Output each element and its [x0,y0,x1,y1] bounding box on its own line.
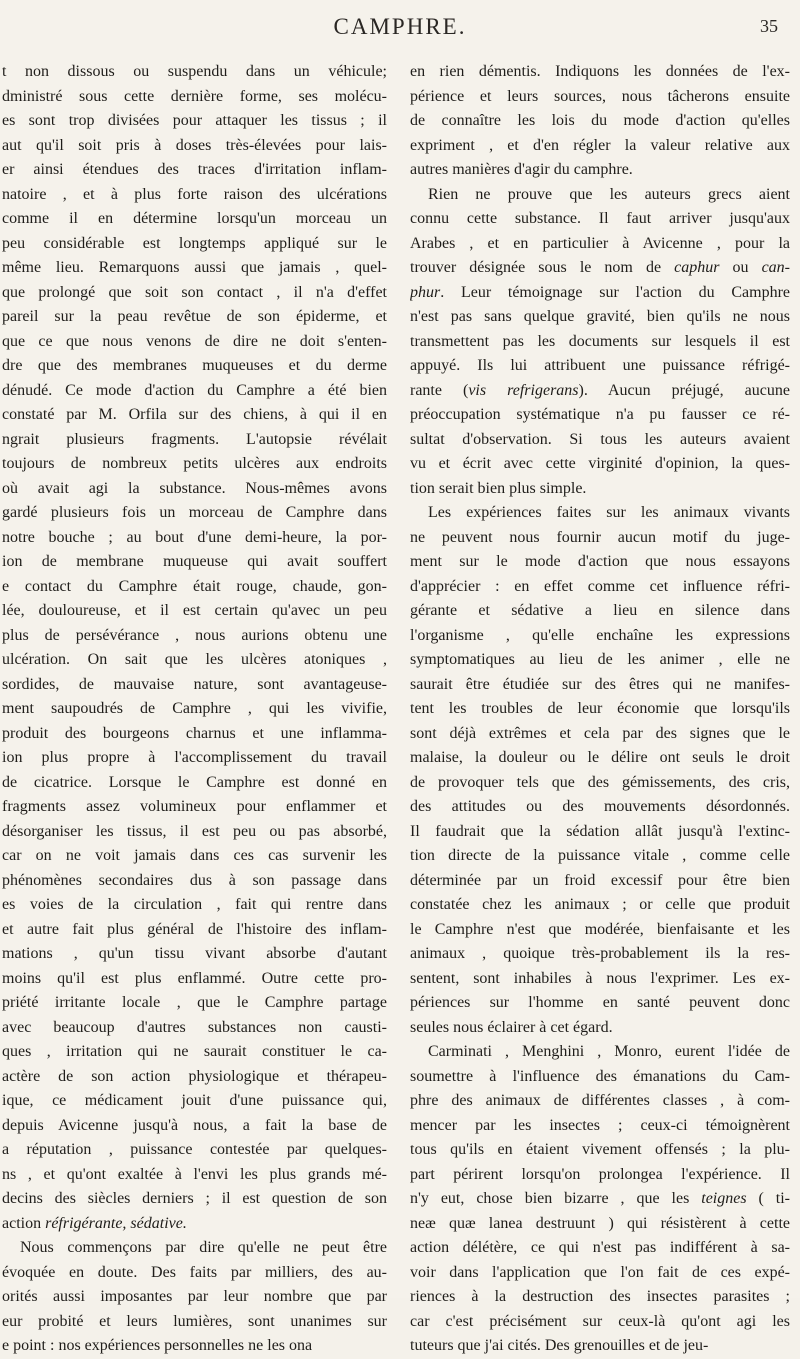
line-text-after: ( ti- [746,1190,790,1207]
text-line [2,1212,387,1237]
line-text: es voies de la circulation , fait qui rentre dans [2,896,387,913]
page-number: 35 [760,16,778,36]
text-line [410,207,790,232]
text-line [410,281,790,306]
text-line [2,1187,387,1212]
line-text: animaux , quoique très-probablement ils la res- [410,945,790,962]
text-line [2,109,387,134]
text-line [2,501,387,526]
line-text: vu et écrit avec cette virginité d'opinion, la ques- [410,455,790,472]
text-line [2,60,387,85]
text-line [2,1138,387,1163]
line-text: action [2,1214,46,1232]
text-line [410,330,790,355]
line-text: où avait agi la substance. Nous-mêmes avons [2,479,387,497]
line-text: neæ quæ lanea destruunt ) qui résistèrent à cette [410,1214,790,1232]
text-line [2,526,387,551]
text-line [2,1163,387,1188]
text-line [2,354,387,379]
line-text: dministré sous cette dernière forme, ses molécu- [2,87,387,105]
text-line [410,967,790,992]
line-text: le Camphre n'est que modérée, bienfaisante et les [410,920,790,938]
text-line [2,550,387,575]
text-line [410,550,790,575]
line-text-after: . Leur témoignage sur l'action du Camphre [440,283,790,301]
line-text: rante ( [410,381,469,399]
line-text: orités aussi imposantes par leur nombre que par [2,1288,387,1305]
line-text: mations , qu'un tissu vivant absorbe d'autant [2,945,387,962]
line-text: aut qu'il soit pris à doses très-élevées pour lais- [2,136,387,154]
text-line [410,893,790,918]
line-text: action délétère, ce qui n'est pas indifférent à sa- [410,1239,790,1256]
line-italic-text: phur [410,283,441,301]
line-text: symptomatiques au lieu de les animer , elle ne [410,651,790,668]
line-text: notre bouche ; au bout d'une demi-heure, la por- [2,528,387,546]
line-text: part périrent lorsqu'on prolongea l'expérience. Il [410,1165,790,1183]
text-line [410,183,790,208]
text-line [2,942,387,967]
text-line [410,256,790,281]
line-text: actère de son action physiologique et thérapeu- [2,1067,387,1085]
line-text: produit des bourgeons charnus et une inflamma- [2,724,387,742]
line-text: moins qu'il est plus enflammé. Outre cette pro- [2,969,387,987]
line-text: phre des animaux de différentes classes , à com- [410,1092,790,1109]
text-line [410,844,790,869]
text-line [2,207,387,232]
line-text: ne peuvent nous fournir aucun motif du juge- [410,528,790,546]
text-line [2,1114,387,1139]
text-columns [0,60,800,1354]
text-line [410,942,790,967]
line-text: sultat d'observation. Si tous les auteurs avaient [410,430,790,448]
text-line [2,820,387,845]
text-line [410,722,790,747]
text-line [2,452,387,477]
line-text: plus de persévérance , nous aurions obtenu une [2,626,387,644]
text-line [410,428,790,453]
text-line [410,452,790,477]
text-line [410,305,790,330]
text-line [410,379,790,404]
line-text: et autre fait plus général de l'histoire des inflam- [2,920,387,938]
line-text: expriment , et d'en régler la valeur relative aux [410,136,790,154]
text-line [410,991,790,1016]
text-line [2,918,387,943]
line-text: trouver désignée sous le nom de [410,259,675,276]
text-line [410,477,790,502]
line-text: malaise, la douleur ou le délire ont seuls le droit [410,749,790,766]
line-text: transmettent pas les documents sur lesquels il est [410,332,790,350]
line-italic-text: caphur [674,259,720,276]
text-line [2,256,387,281]
line-text: de connaître les lois du mode d'action qu'elles [410,112,790,129]
line-text: fragments assez volumineux pour enflammer et [2,798,387,815]
text-line [2,305,387,330]
text-line [410,354,790,379]
line-text: de cicatrice. Lorsque le Camphre est donné en [2,773,387,791]
text-line [2,722,387,747]
line-text: Carminati , Menghini , Monro, eurent l'idée de [428,1043,790,1060]
line-text: même lieu. Remarquons aussi que jamais , quel- [2,259,387,276]
text-line [410,1065,790,1090]
text-line [410,134,790,159]
left-column [2,60,387,1359]
text-line [2,134,387,159]
text-line [2,428,387,453]
line-text: decins des siècles derniers ; il est question de son [2,1190,387,1207]
text-line [2,991,387,1016]
text-line [410,673,790,698]
line-text: ngrait plusieurs fragments. L'autopsie révélait [2,430,387,448]
line-italic-text: can- [761,259,790,276]
text-line [410,575,790,600]
text-line [410,403,790,428]
text-line [410,1285,790,1310]
line-text: soumettre à l'influence des émanations du Cam- [410,1067,790,1085]
line-italic-text: teignes [701,1190,747,1207]
line-text: sont déjà extrêmes et cela par des signes que le [410,724,790,742]
text-line [2,281,387,306]
line-text: ment sur le mode d'action que nous essayons [410,553,790,570]
line-italic-text: vis refrigerans [468,381,579,399]
text-line [410,1310,790,1335]
line-text: e contact du Camphre était rouge, chaude, gon- [2,577,387,595]
line-text: saurait être étudiée sur des êtres qui ne manifes- [410,675,790,693]
line-text: déterminée par un froid excessif pour être bien [410,871,790,889]
text-line [2,1285,387,1310]
line-text: en rien démentis. Indiquons les données de l'ex- [410,63,790,80]
line-text: que ce que nous venons de dire ne doit s'enten- [2,332,387,350]
line-text: connu cette substance. Il faut arriver jusqu'aux [410,210,790,227]
line-text: eur probité et leurs lumières, sont unanimes sur [2,1312,387,1330]
line-text: riences à la destruction des insectes parasites ; [410,1288,790,1305]
line-text-after: ). Aucun préjugé, aucune [578,381,790,399]
line-text: peu considérable est longtemps appliqué sur le [2,234,387,252]
text-line [2,746,387,771]
text-line [2,697,387,722]
text-line [2,1334,387,1359]
text-line [410,771,790,796]
line-text: car c'est précisément sur ceux-là qu'ont agi les [410,1312,790,1330]
text-line [410,1138,790,1163]
text-line [410,697,790,722]
text-line [410,820,790,845]
line-text: t non dissous ou suspendu dans un véhicule; [2,63,387,80]
line-text: n'est pas sans quelque gravité, bien qu'ils ne nous [410,308,790,325]
text-line [2,624,387,649]
line-text: tion directe de la puissance vitale , comme celle [410,847,790,864]
text-line [2,844,387,869]
line-text: Arabes , et en particulier à Avicenne , pour la [410,234,790,252]
text-line [2,477,387,502]
line-text: phénomènes secondaires dus à son passage dans [2,871,387,889]
text-line [410,1212,790,1237]
line-text: gardé plusieurs fois un morceau de Camphre dans [2,504,387,521]
line-text: avec beaucoup d'autres substances non causti- [2,1018,387,1036]
line-text: comme il en détermine lorsqu'un morceau un [2,210,387,227]
text-line [410,746,790,771]
line-text: désorganiser les tissus, il est peu ou pas absorbé, [2,822,387,840]
line-text: ique, ce médicament jouit d'une puissance qui, [2,1092,387,1109]
text-line [410,795,790,820]
text-line [2,893,387,918]
line-text: dre que des membranes muqueuses et du derme [2,357,387,374]
line-text-after: ou [719,259,762,276]
text-line [410,624,790,649]
line-text: des attitudes ou des mouvements désordonnés. [410,798,790,815]
text-line [410,158,790,183]
line-text: périence et leurs sources, nous tâcherons ensuite [410,87,790,105]
running-title: CAMPHRE. [333,14,467,39]
text-line [2,795,387,820]
text-line [410,526,790,551]
text-line [2,673,387,698]
line-text: es sont trop divisées pour attaquer les tissus ; il [2,112,387,129]
text-line [2,183,387,208]
line-text: e point : nos expériences personnelles ne les ona [2,1337,313,1354]
text-line [2,330,387,355]
line-text: tuteurs que j'ai cités. Des grenouilles et de jeu- [410,1337,709,1354]
line-text: gérante et sédative a lieu en silence dans [410,602,790,619]
line-text: tion serait bien plus simple. [410,479,587,497]
line-text: depuis Avicenne jusqu'à nous, a fait la base de [2,1116,387,1134]
line-text: périences sur l'homme en santé peuvent donc [410,994,790,1011]
text-line [410,1114,790,1139]
line-text: er ainsi étendues des traces d'irritation inflam- [2,161,387,178]
text-line [2,967,387,992]
text-line [410,1261,790,1286]
line-text: Les expériences faites sur les animaux vivants [428,504,790,521]
text-line [410,232,790,257]
text-line [2,648,387,673]
text-line [2,771,387,796]
text-line [410,1040,790,1065]
text-line [2,1065,387,1090]
text-line [2,599,387,624]
line-text: ns , et qu'ont exaltée à l'envi les plus grands mé- [2,1165,387,1183]
line-text: seules nous éclairer à cet égard. [410,1018,613,1036]
line-text: sentent, sont inhabiles à nous l'exprimer. Les ex- [410,969,790,987]
line-text: a réputation , puissance contestée par quelques- [2,1141,387,1158]
line-text: natoire , et à plus forte raison des ulcérations [2,185,387,203]
line-text: constaté par M. Orfila sur des chiens, à qui il en [2,406,387,423]
line-text: d'apprécier : en effet comme cet influence réfri- [410,577,790,595]
line-text: sordides, de mauvaise nature, sont avantageuse- [2,675,387,693]
line-text: voir dans l'application que l'on fait de ces expé- [410,1263,790,1281]
text-line [410,1163,790,1188]
text-line [410,869,790,894]
line-text: priété irritante locale , que le Camphre partage [2,994,387,1011]
text-line [410,1187,790,1212]
text-line [410,918,790,943]
text-line [2,1310,387,1335]
line-text: ment saupoudrés de Camphre , qui les vivifie, [2,700,387,717]
text-line [2,232,387,257]
line-text: n'y eut, chose bien bizarre , que les [410,1190,702,1207]
text-line [2,1016,387,1041]
text-line [410,1334,790,1359]
line-text: dénudé. Ce mode d'action du Camphre a été bien [2,381,387,399]
line-text: que prolongé que soit son contact , il n'a d'effet [2,283,387,301]
right-column [410,60,790,1359]
text-line [410,599,790,624]
line-text: pareil sur la peau revêtue de son épiderme, et [2,308,387,325]
text-line [2,1040,387,1065]
line-text: de provoquer tels que des gémissements, des cris, [410,773,790,791]
text-line [410,648,790,673]
line-italic-text: réfrigérante, sédative. [45,1214,187,1232]
line-text: autres manières d'agir du camphre. [410,161,633,178]
line-text: appuyé. Ils lui attribuent une puissance réfrigé- [410,357,790,374]
line-text: tous qu'ils en étaient vivement offensés ; la plu- [410,1141,790,1158]
line-text: lée, douloureuse, et il est certain qu'avec un peu [2,602,387,619]
line-text: Nous commençons par dire qu'elle ne peut être [20,1239,387,1256]
line-text: l'organisme , qu'elle enchaîne les expressions [410,626,790,644]
text-line [2,379,387,404]
text-line [410,501,790,526]
text-line [410,85,790,110]
text-line [410,60,790,85]
text-line [2,1089,387,1114]
text-line [410,1236,790,1261]
line-text: préoccupation systématique n'a pu fausser ce ré- [410,406,790,423]
text-line [2,1261,387,1286]
line-text: mencer par les insectes ; ceux-ci témoignèrent [410,1116,790,1134]
line-text: tent les troubles de leur économie que lorsqu'ils [410,700,790,717]
line-text: car on ne voit jamais dans ces cas survenir les [2,847,387,864]
text-line [2,85,387,110]
line-text: évoquée en doute. Des faits par milliers, des au- [2,1263,387,1281]
text-line [410,109,790,134]
line-text: ion de membrane muqueuse qui avait souffert [2,553,387,570]
line-text: ulcération. On sait que les ulcères atoniques , [2,651,387,668]
text-line [410,1089,790,1114]
text-line [2,403,387,428]
line-text: Rien ne prouve que les auteurs grecs aient [428,185,790,203]
line-text: toujours de nombreux petits ulcères aux endroits [2,455,387,472]
line-text: ion plus propre à l'accomplissement du travail [2,749,387,766]
text-line [2,158,387,183]
text-line [2,575,387,600]
text-line [2,869,387,894]
line-text: constatée chez les animaux ; or celle que produit [410,896,790,913]
text-line [2,1236,387,1261]
line-text: Il faudrait que la sédation allât jusqu'à l'extinc- [410,822,790,840]
line-text: ques , irritation qui ne saurait constituer le ca- [2,1043,387,1060]
text-line [410,1016,790,1041]
